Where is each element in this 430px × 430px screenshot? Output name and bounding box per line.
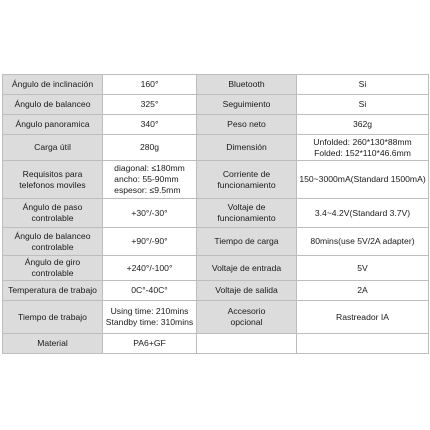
spec-value: Rastreador IA <box>297 301 429 334</box>
spec-label-line: opcional <box>230 317 263 327</box>
spec-label-line: controlable <box>31 241 74 252</box>
spec-label-line: Corriente de <box>222 168 271 179</box>
spec-value: +30°/-30° <box>103 199 197 228</box>
spec-label: Peso neto <box>197 115 297 135</box>
spec-value-line: Using time: 210mins <box>110 306 189 316</box>
spec-label <box>197 199 297 228</box>
spec-value: 340° <box>103 115 197 135</box>
spec-value-line: Unfolded: 260*130*88mm <box>313 136 412 147</box>
spec-label-line: Ángulo de giro <box>24 257 81 267</box>
spec-label-line: controlable <box>31 213 74 223</box>
spec-value-line: ancho: 55-90mm <box>114 174 179 184</box>
spec-label: Dimensión <box>197 135 297 161</box>
spec-value-line: diagonal: ≤180mm <box>114 163 185 173</box>
spec-value-line: espesor: ≤9.5mm <box>114 185 181 195</box>
spec-label-line: Ángulo de balanceo <box>14 230 91 241</box>
spec-label <box>3 161 103 199</box>
table-row <box>3 95 429 115</box>
spec-label: Tiempo de carga <box>197 228 297 256</box>
spec-value-line: Standby time: 310mins <box>105 317 194 327</box>
spec-label-line: Voltaje de <box>227 202 266 212</box>
spec-label: Voltaje de salida <box>197 281 297 301</box>
spec-label: Ángulo panoramica <box>3 115 103 135</box>
table-row <box>3 135 429 161</box>
spec-label <box>3 228 103 256</box>
table-row <box>3 301 429 334</box>
spec-label-line: funcionamiento <box>217 213 276 223</box>
spec-label: Voltaje de entrada <box>197 256 297 281</box>
table-row <box>3 334 429 354</box>
spec-value-line: Folded: 152*110*46.6mm <box>314 147 411 158</box>
spec-label <box>197 161 297 199</box>
spec-value: 280g <box>103 135 197 161</box>
spec-label <box>197 301 297 334</box>
spec-value: +90°/-90° <box>103 228 197 256</box>
spec-value: 2A <box>297 281 429 301</box>
specs-table <box>2 74 429 354</box>
spec-label: Temperatura de trabajo <box>3 281 103 301</box>
spec-label: Ángulo de inclinación <box>3 75 103 95</box>
spec-label-line: Requisitos para <box>22 168 83 179</box>
spec-label: Seguimiento <box>197 95 297 115</box>
spec-value: Si <box>297 95 429 115</box>
table-row <box>3 199 429 228</box>
spec-label: Ángulo de balanceo <box>3 95 103 115</box>
empty-cell <box>297 334 429 354</box>
table-row <box>3 161 429 199</box>
spec-label-line: controlable <box>31 268 74 278</box>
spec-value: 160° <box>103 75 197 95</box>
table-row <box>3 75 429 95</box>
spec-label-line: funcionamiento <box>217 179 276 190</box>
spec-value: 362g <box>297 115 429 135</box>
spec-value: 80mins(use 5V/2A adapter) <box>297 228 429 256</box>
empty-cell <box>197 334 297 354</box>
spec-label: Bluetooth <box>197 75 297 95</box>
spec-label-line: Accesorio <box>227 306 266 316</box>
spec-value: +240°/-100° <box>103 256 197 281</box>
table-row <box>3 228 429 256</box>
spec-value: 5V <box>297 256 429 281</box>
spec-value: 325° <box>103 95 197 115</box>
table-row <box>3 115 429 135</box>
spec-label <box>3 256 103 281</box>
spec-label-line: telefonos moviles <box>19 179 86 190</box>
spec-value: Si <box>297 75 429 95</box>
spec-value <box>297 135 429 161</box>
table-row <box>3 281 429 301</box>
spec-value <box>103 161 197 199</box>
spec-value: 150~3000mA(Standard 1500mA) <box>297 161 429 199</box>
table-row <box>3 256 429 281</box>
spec-value: 0C°-40C° <box>103 281 197 301</box>
spec-label <box>3 199 103 228</box>
spec-label: Carga útil <box>3 135 103 161</box>
spec-value: 3.4~4.2V(Standard 3.7V) <box>297 199 429 228</box>
spec-value <box>103 301 197 334</box>
spec-value: PA6+GF <box>103 334 197 354</box>
spec-label: Material <box>3 334 103 354</box>
spec-label: Tiempo de trabajo <box>3 301 103 334</box>
spec-label-line: Ángulo de paso <box>22 202 83 212</box>
